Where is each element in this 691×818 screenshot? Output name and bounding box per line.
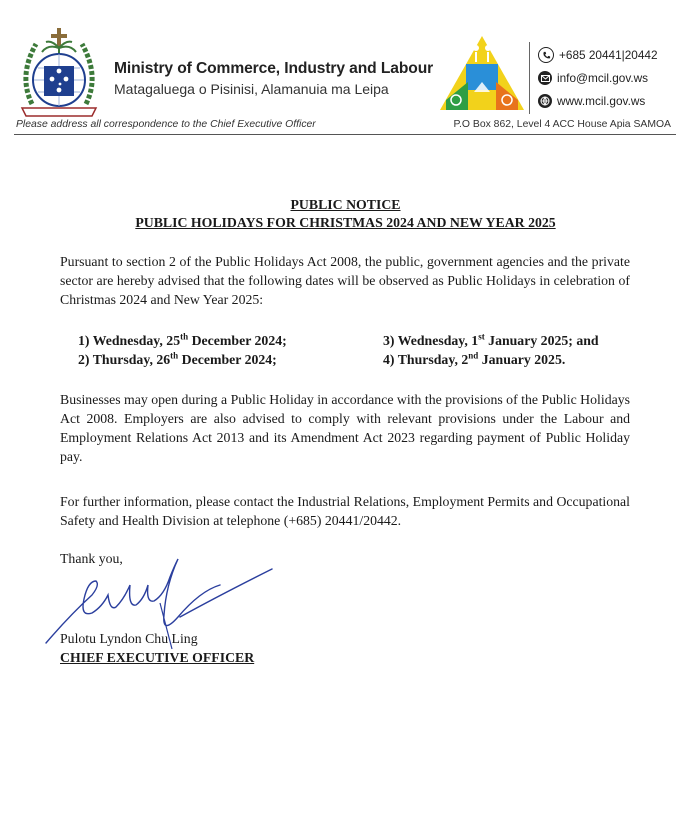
contact-email [538,69,648,87]
postal-address: P.O Box 862, Level 4 ACC House Apia SAMOA [453,119,671,130]
holiday-number: 3) [383,333,395,348]
header-rule [14,134,676,135]
email-icon [538,71,552,85]
email-address: info@mcil.gov.ws [557,71,649,85]
intro-paragraph: Pursuant to section 2 of the Public Holidays Act 2008, the public, government agencies and the private sector are hereby advised that the following dates will be observed as Public Holidays in celebration of Christmas 2024 and New Year 2025: [60,254,630,307]
samoa-crest-icon [14,26,104,122]
holiday-ordinal: th [180,331,189,342]
holiday-day: Wednesday, 25 [92,333,181,348]
header-divider [529,42,530,114]
holiday-day: Thursday, 26 [92,352,171,367]
holiday-day: Thursday, 2 [397,352,469,367]
businesses-paragraph: Businesses may open during a Public Holiday in accordance with the provisions of the Public Holidays Act 2008. Employers are also advised to comply with relevant provisions under the Labour and Employment Relations Act 2013 and its Amendment Act 2023 regarding payment of Public Holiday pay. [60,392,630,464]
notice-subtitle: PUBLIC HOLIDAYS FOR CHRISTMAS 2024 AND NEW YEAR 2025 [135,215,556,230]
contact-website [538,92,645,110]
holiday-item-2 [78,352,277,368]
holiday-number: 2) [78,352,90,367]
holiday-ordinal: st [478,331,485,342]
ministry-name-samoan: Matagaluega o Pisinisi, Alamanuia ma Leipa [114,81,389,97]
contact-phone [538,46,658,64]
contact-paragraph: For further information, please contact the Industrial Relations, Employment Permits and Occupational Safety and Health Division at telephone (+685) 20441/20442. [60,494,630,528]
ministry-name: Ministry of Commerce, Industry and Labour [114,60,434,77]
holiday-ordinal: nd [468,350,479,361]
closing-text: Thank you, [60,551,123,566]
holiday-rest: December 2024; [188,333,287,348]
ministry-heading [114,60,454,97]
signatory-title: CHIEF EXECUTIVE OFFICER [60,650,255,665]
holiday-rest: December 2024; [178,352,277,367]
notice-title: PUBLIC NOTICE [290,197,401,212]
mcil-logo-icon [438,34,526,112]
globe-icon [538,94,552,108]
holiday-rest: January 2025; and [484,333,599,348]
website-url: www.mcil.gov.ws [557,94,646,108]
phone-number: +685 20441|20442 [559,48,658,62]
holiday-rest: January 2025. [478,352,566,367]
holiday-number: 4) [383,352,395,367]
holiday-number: 1) [78,333,90,348]
holiday-item-4 [383,352,565,368]
correspondence-note: Please address all correspondence to the Chief Executive Officer [16,119,316,130]
signatory-name: Pulotu Lyndon Chu Ling [60,631,198,646]
holiday-item-1 [78,333,287,349]
holiday-item-3 [383,333,599,349]
holiday-ordinal: th [170,350,179,361]
holiday-day: Wednesday, 1 [397,333,479,348]
phone-icon [538,47,554,63]
